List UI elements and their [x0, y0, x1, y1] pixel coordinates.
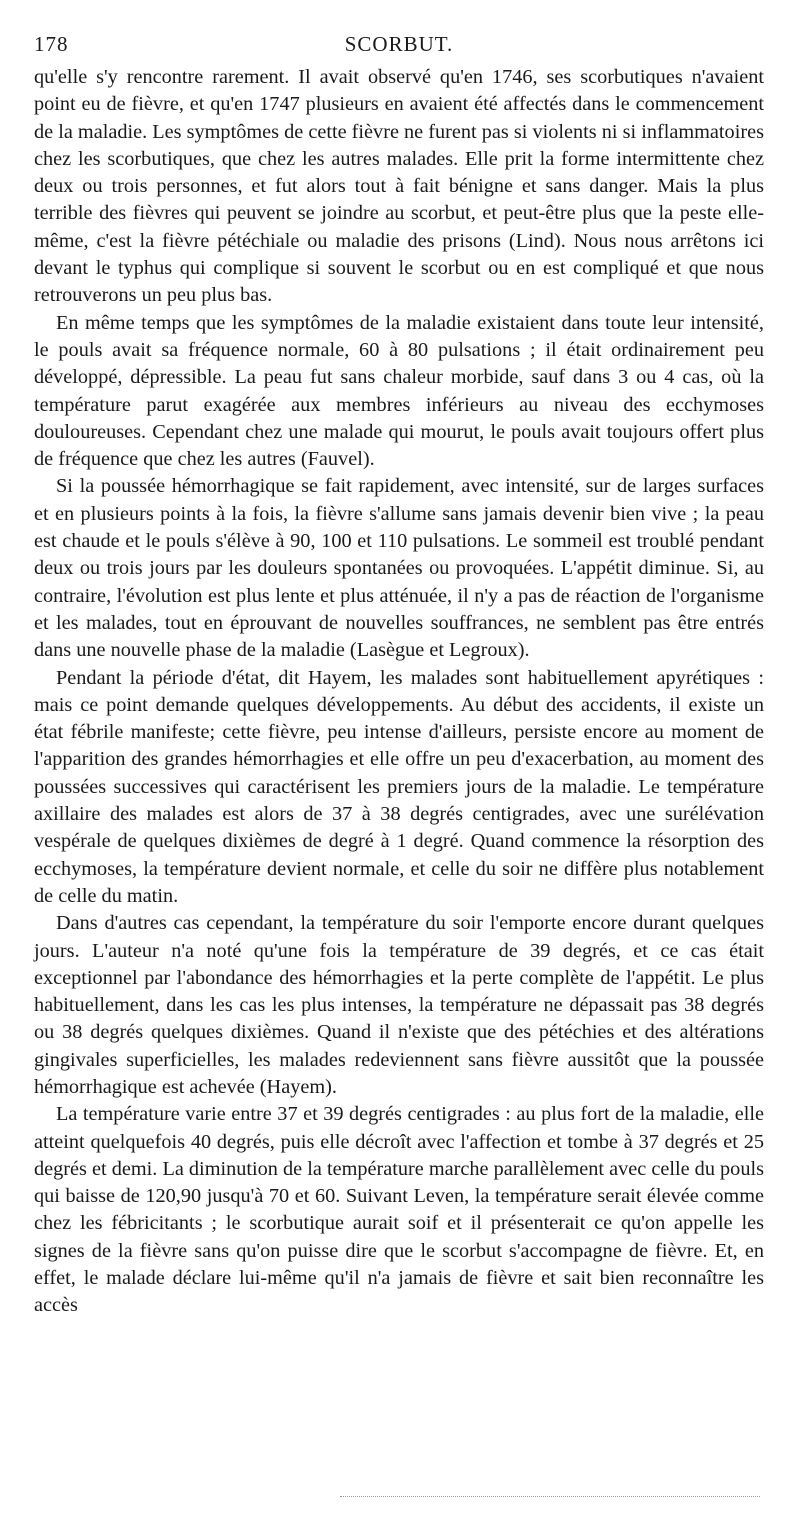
- running-head: [34, 28, 764, 64]
- paragraph: Dans d'autres cas cependant, la température du soir l'emporte encore durant quelques jours. L'auteur n'a noté qu'une fois la température de 39 degrés, et ce cas était exceptionnel par l'abondance des hémorrhagies et la perte complète de l'appétit. Le plus habituellement, dans les cas les plus intenses, la température ne dépassait pas 38 degrés ou 38 degrés quelques dixièmes. Quand il n'existe que des pétéchies et des altérations gingivales superficielles, les malades redeviennent sans fièvre aussitôt que la poussée hémorrhagique est achevée (Hayem).: [34, 912, 764, 1098]
- page-number: 178: [34, 32, 69, 56]
- paragraph: La température varie entre 37 et 39 degrés centigrades : au plus fort de la maladie, elle atteint quelquefois 40 degrés, puis elle décroît avec l'affection et tombe à 37 degrés et 25 degrés et demi. La diminution de la température marche parallèlement avec celle du pouls qui baisse de 120,90 jusqu'à 70 et 60. Suivant Leven, la température serait élevée comme chez les fébricitants ; le scorbutique aurait soif et il présenterait ce qu'on appelle les signes de la fièvre sans qu'on puisse dire que le scorbut s'accompagne de fièvre. Et, en effet, le malade déclare lui-même qu'il n'a jamais de fièvre et sait bien reconnaître les accès: [34, 1103, 764, 1317]
- paragraph: Pendant la période d'état, dit Hayem, les malades sont habituellement apyrétiques : mais ce point demande quelques développements. Au début des accidents, il existe un état fébrile manifeste; cette fièvre, peu intense d'ailleurs, persiste encore au moment de l'apparition des grandes hémorrhagies et elle offre un peu d'exacerbation, au moment des poussées successives qui caractérisent les premiers jours de la maladie. Le température axillaire des malades est alors de 37 à 38 degrés centigrades, avec une surélévation vespérale de quelques dixièmes de degré à 1 degré. Quand commence la résorption des ecchymoses, la température devient normale, et celle du soir ne diffère plus notablement de celle du matin.: [34, 666, 764, 907]
- body-text: [34, 64, 764, 1320]
- footer-rule: [340, 1496, 760, 1497]
- paragraph: Si la poussée hémorrhagique se fait rapidement, avec intensité, sur de larges surfaces et en plusieurs points à la fois, la fièvre s'allume sans jamais devenir bien vive ; la peau est chaude et le pouls s'élève à 90, 100 et 110 pulsations. Le sommeil est troublé pendant deux ou trois jours par les douleurs spontanées ou provoquées. L'appétit diminue. Si, au contraire, l'évolution est plus lente et plus atténuée, il n'y a pas de réaction de l'organisme et les malades, tout en éprouvant de nouvelles souffrances, ne semblent pas être entrés dans une nouvelle phase de la maladie (Lasègue et Legroux).: [34, 475, 764, 662]
- paragraph: En même temps que les symptômes de la maladie existaient dans toute leur intensité, le pouls avait sa fréquence normale, 60 à 80 pulsations ; il était ordinairement peu développé, dépressible. La peau fut sans chaleur morbide, sauf dans 3 ou 4 cas, où la température parut exagérée aux membres inférieurs au niveau des ecchymoses douloureuses. Cependant chez une malade qui mourut, le pouls avait toujours offert plus de fréquence que chez les autres (Fauvel).: [34, 311, 764, 471]
- running-title: SCORBUT.: [344, 32, 454, 56]
- paragraph-continued: qu'elle s'y rencontre rarement. Il avait observé qu'en 1746, ses scorbutiques n'avaient point eu de fièvre, et qu'en 1747 plusieurs en avaient été affectés dans le commencement de la maladie. Les symptômes de cette fièvre ne furent pas si violents ni si inflammatoires chez les scorbutiques, que chez les autres malades. Elle prit la forme intermittente chez deux ou trois personnes, et fut alors tout à fait bénigne et sans danger. Mais la plus terrible des fièvres qui peuvent se joindre au scorbut, et peut-être plus que la peste elle-même, c'est la fièvre pétéchiale ou maladie des prisons (Lind). Nous nous arrêtons ici devant le typhus qui complique si souvent le scorbut ou en est compliqué et que nous retrouverons un peu plus bas.: [34, 66, 764, 307]
